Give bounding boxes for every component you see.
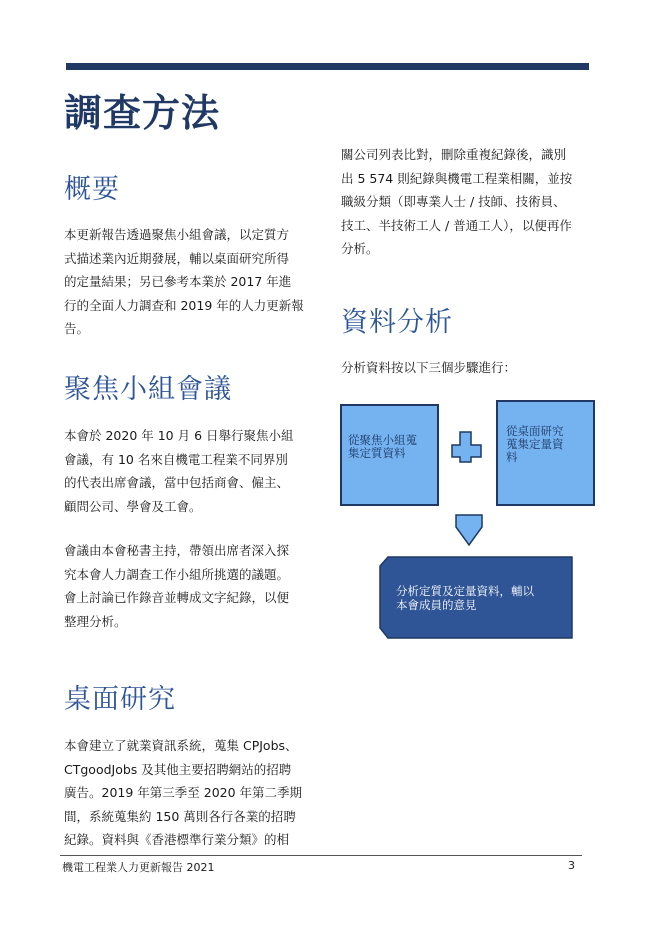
desk-line: CTgoodJobs 及其他主要招聘網站的招聘 [64, 761, 292, 777]
box-label-line: 從桌面研究 [506, 424, 564, 438]
box-analysis-label [396, 584, 568, 612]
analysis-intro: 分析資料按以下三個步驟進行： [341, 360, 517, 375]
desk-line: 紀錄。資料與《香港標準行業分類》的相 [64, 832, 290, 847]
desk-cont-line: 技工、半技術工人 / 普通工人），以便再作 [341, 217, 572, 233]
box-label-line: 本會成員的意見 [396, 598, 477, 612]
box-label-line: 分析定質及定量資料，輔以 [396, 584, 534, 598]
desk-line: 間，系統蒐集約 150 萬則各行各業的招聘 [64, 808, 296, 824]
desk-cont-line: 出 5 574 則紀錄與機電工程業相關，並按 [341, 170, 573, 186]
overview-line: 行的全面人力調查和 2019 年的人力更新報 [64, 297, 304, 313]
desk-line: 廣告。2019 年第三季至 2020 年第二季期 [64, 785, 303, 800]
box-label-line: 集定質資料 [348, 446, 406, 460]
box-qualitative-label [348, 434, 434, 460]
footer-report-title: 機電工程業人力更新報告 2021 [62, 861, 215, 874]
focus-line: 會議由本會秘書主持，帶領出席者深入探 [64, 543, 290, 558]
overview-line: 告。 [64, 321, 90, 336]
desk-research-heading: 桌面研究 [64, 684, 176, 715]
footer-rule [60, 855, 582, 856]
box-quantitative-label [506, 425, 590, 464]
desk-cont-line: 關公司列表比對，刪除重複紀錄後，識別 [341, 147, 567, 162]
focus-line: 本會於 2020 年 10 月 6 日舉行聚焦小組 [64, 428, 294, 443]
box-label-line: 蒐集定量資 [506, 437, 564, 451]
page-number: 3 [568, 859, 575, 872]
plus-icon [452, 432, 481, 462]
overview-heading: 概要 [64, 174, 120, 205]
focus-line: 的代表出席會議，當中包括商會、僱主、 [64, 475, 290, 490]
arrow-down-icon [456, 515, 482, 545]
overview-line: 的定量結果；另已參考本業於 2017 年進 [64, 274, 292, 289]
focus-line: 會上討論已作錄音並轉成文字紀錄，以便 [64, 590, 290, 605]
focus-line: 整理分析。 [64, 613, 127, 629]
overview-line: 本更新報告透過聚焦小組會議，以定質方 [64, 227, 290, 242]
desk-cont-line: 分析。 [341, 241, 379, 256]
box-label-line: 從聚焦小組蒐 [348, 433, 417, 447]
box-label-line: 料 [506, 450, 518, 464]
page-title: 調查方法 [64, 91, 221, 135]
overview-line: 式描述業內近期發展，輔以桌面研究所得 [64, 250, 290, 266]
focus-group-heading: 聚焦小組會議 [64, 374, 232, 405]
data-analysis-heading: 資料分析 [341, 307, 453, 338]
focus-line: 會議，有 10 名來自機電工程業不同界別 [64, 451, 288, 467]
focus-line: 究本會人力調查工作小組所挑選的議題。 [64, 566, 290, 582]
desk-cont-line: 職級分類（即專業人士 / 技師、技術員、 [341, 194, 566, 209]
desk-line: 本會建立了就業資訊系統，蒐集 CPJobs、 [64, 738, 298, 753]
focus-line: 顧問公司、學會及工會。 [64, 498, 202, 514]
